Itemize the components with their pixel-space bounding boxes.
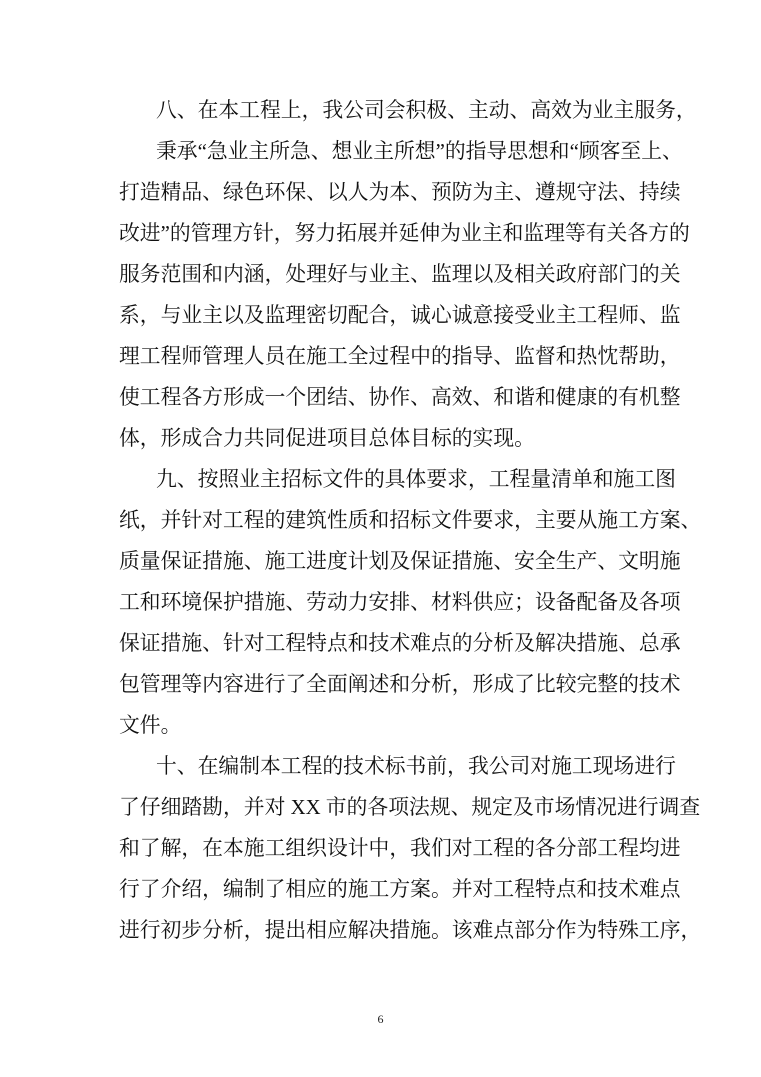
paragraph-8b-line: 打造精品、绿色环保、以人为本、预防为主、遵规守法、持续 — [119, 181, 681, 204]
paragraph-9-line: 纸，并针对工程的建筑性质和招标文件要求，主要从施工方案、 — [119, 509, 702, 532]
paragraph-9-line: 九、按照业主招标文件的具体要求，工程量清单和施工图 — [156, 468, 676, 491]
paragraph-8b-line: 改进”的管理方针，努力拓展并延伸为业主和监理等有关各方的 — [119, 222, 690, 245]
paragraph-10-line: 了仔细踏勘，并对 XX 市的各项法规、规定及市场情况进行调查 — [119, 796, 701, 819]
paragraph-9-line: 保证措施、针对工程特点和技术难点的分析及解决措施、总承 — [119, 632, 681, 655]
paragraph-8-line: 八、在本工程上，我公司会积极、主动、高效为业主服务， — [156, 99, 697, 122]
paragraph-9-line: 包管理等内容进行了全面阐述和分析，形成了比较完整的技术 — [119, 673, 681, 696]
paragraph-9-line: 工和环境保护措施、劳动力安排、材料供应；设备配备及各项 — [119, 591, 681, 614]
paragraph-10-line: 和了解，在本施工组织设计中，我们对工程的各分部工程均进 — [119, 837, 681, 860]
paragraph-10-line: 十、在编制本工程的技术标书前，我公司对施工现场进行 — [156, 755, 676, 778]
paragraph-8b-line: 秉承“急业主所急、想业主所想”的指导思想和“顾客至上、 — [156, 140, 683, 163]
paragraph-8b-line: 使工程各方形成一个团结、协作、高效、和谐和健康的有机整 — [119, 386, 681, 409]
paragraph-8b-line: 理工程师管理人员在施工全过程中的指导、监督和热忱帮助， — [119, 345, 681, 368]
paragraph-10-line: 进行初步分析，提出相应解决措施。该难点部分作为特殊工序， — [119, 919, 702, 942]
body-text — [119, 90, 702, 951]
page-number: 6 — [377, 1012, 384, 1026]
paragraph-8b-line: 服务范围和内涵，处理好与业主、监理以及相关政府部门的关 — [119, 263, 681, 286]
paragraph-10-line: 行了介绍，编制了相应的施工方案。并对工程特点和技术难点 — [119, 878, 681, 901]
paragraph-8b-line: 体，形成合力共同促进项目总体目标的实现。 — [119, 427, 535, 450]
paragraph-9-line: 文件。 — [119, 714, 182, 737]
paragraph-8b-line: 系，与业主以及监理密切配合，诚心诚意接受业主工程师、监 — [119, 304, 681, 327]
paragraph-9-line: 质量保证措施、施工进度计划及保证措施、安全生产、文明施 — [119, 550, 681, 573]
